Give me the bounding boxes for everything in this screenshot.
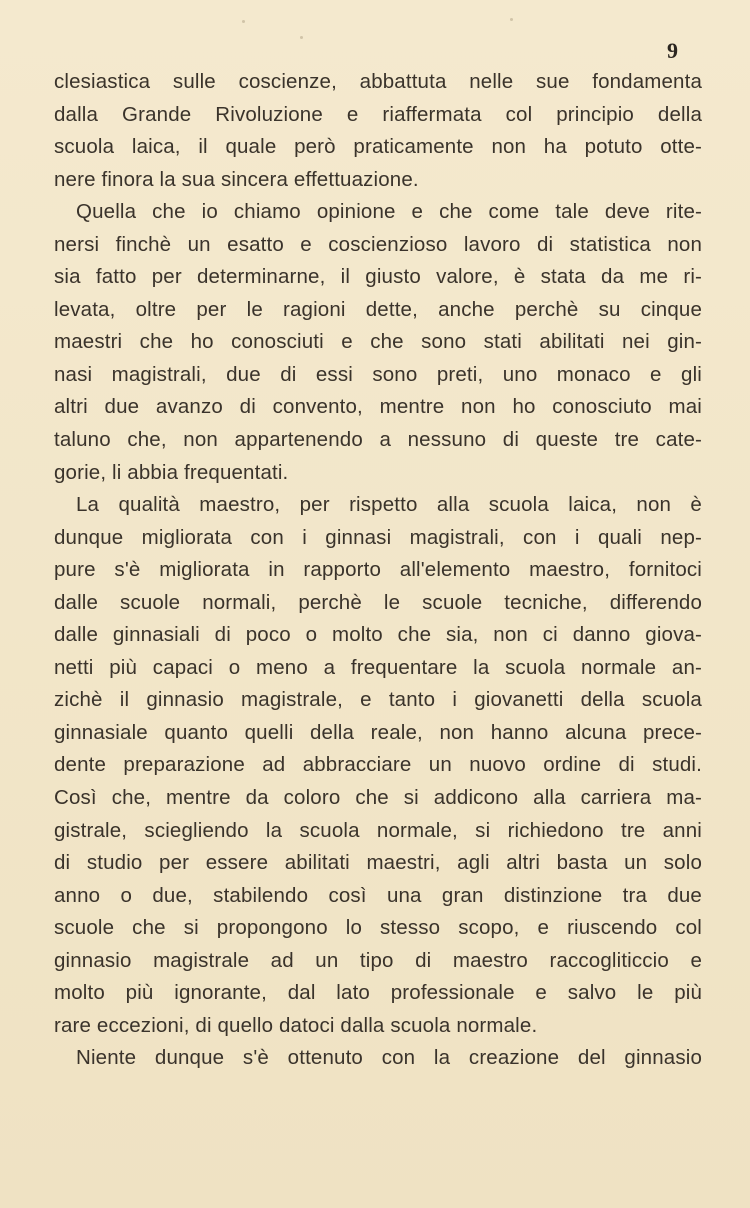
text-line: levata, oltre per le ragioni dette, anche perchè su cinque <box>54 297 702 321</box>
paper-speck <box>300 36 303 39</box>
text-line: La qualità maestro, per rispetto alla scuola laica, non è <box>76 493 702 517</box>
text-line: taluno che, non appartenendo a nessuno di queste tre cate- <box>54 428 702 452</box>
text-line: clesiastica sulle coscienze, abbattuta nelle sue fondamenta <box>54 70 702 93</box>
text-line: Così che, mentre da coloro che si addicono alla carriera ma- <box>54 786 702 810</box>
text-line: zichè il ginnasio magistrale, e tanto i giovanetti della scuola <box>54 688 702 712</box>
text-line: rare eccezioni, di quello datoci dalla scuola normale. <box>54 1013 538 1037</box>
page-number: 9 <box>667 38 678 63</box>
text-line: nersi finchè un esatto e coscienzioso lavoro di statistica non <box>54 232 702 256</box>
text-line: dente preparazione ad abbracciare un nuovo ordine di studi. <box>54 753 702 777</box>
text-line: scuole che si propongono lo stesso scopo, e riuscendo col <box>54 916 702 940</box>
text-line: molto più ignorante, dal lato professionale e salvo le più <box>54 981 702 1005</box>
text-line: dalle scuole normali, perchè le scuole tecniche, differendo <box>54 590 702 614</box>
text-line: netti più capaci o meno a frequentare la scuola normale an- <box>54 655 702 679</box>
text-line: di studio per essere abilitati maestri, agli altri basta un solo <box>54 851 702 875</box>
text-line: altri due avanzo di convento, mentre non ho conosciuto mai <box>54 395 702 419</box>
text-line: Quella che io chiamo opinione e che come tale deve rite- <box>76 200 702 224</box>
text-line: maestri che ho conosciuti e che sono stati abilitati nei gin- <box>54 330 702 354</box>
text-line: gistrale, sciegliendo la scuola normale, si richiedono tre anni <box>54 818 702 842</box>
text-line: Niente dunque s'è ottenuto con la creazione del ginnasio <box>76 1046 702 1070</box>
text-line: nere finora la sua sincera effettuazione. <box>54 167 419 191</box>
text-line: sia fatto per determinarne, il giusto valore, è stata da me ri- <box>54 265 702 289</box>
text-line: dunque migliorata con i ginnasi magistrali, con i quali nep- <box>54 525 702 549</box>
text-line: ginnasio magistrale ad un tipo di maestro raccogliticcio e <box>54 948 702 972</box>
text-line: gorie, li abbia frequentati. <box>54 460 289 484</box>
body-text <box>54 66 702 1075</box>
text-line: anno o due, stabilendo così una gran distinzione tra due <box>54 883 702 907</box>
text-line: pure s'è migliorata in rapporto all'elemento maestro, fornitoci <box>54 558 702 582</box>
text-line: dalla Grande Rivoluzione e riaffermata col principio della <box>54 102 702 126</box>
text-line: ginnasiale quanto quelli della reale, non hanno alcuna prece- <box>54 720 702 744</box>
text-line: nasi magistrali, due di essi sono preti, uno monaco e gli <box>54 362 702 386</box>
text-line: scuola laica, il quale però praticamente non ha potuto otte- <box>54 135 702 159</box>
paper-speck <box>242 20 245 23</box>
paper-speck <box>510 18 513 21</box>
text-line: dalle ginnasiali di poco o molto che sia, non ci danno giova- <box>54 623 702 647</box>
